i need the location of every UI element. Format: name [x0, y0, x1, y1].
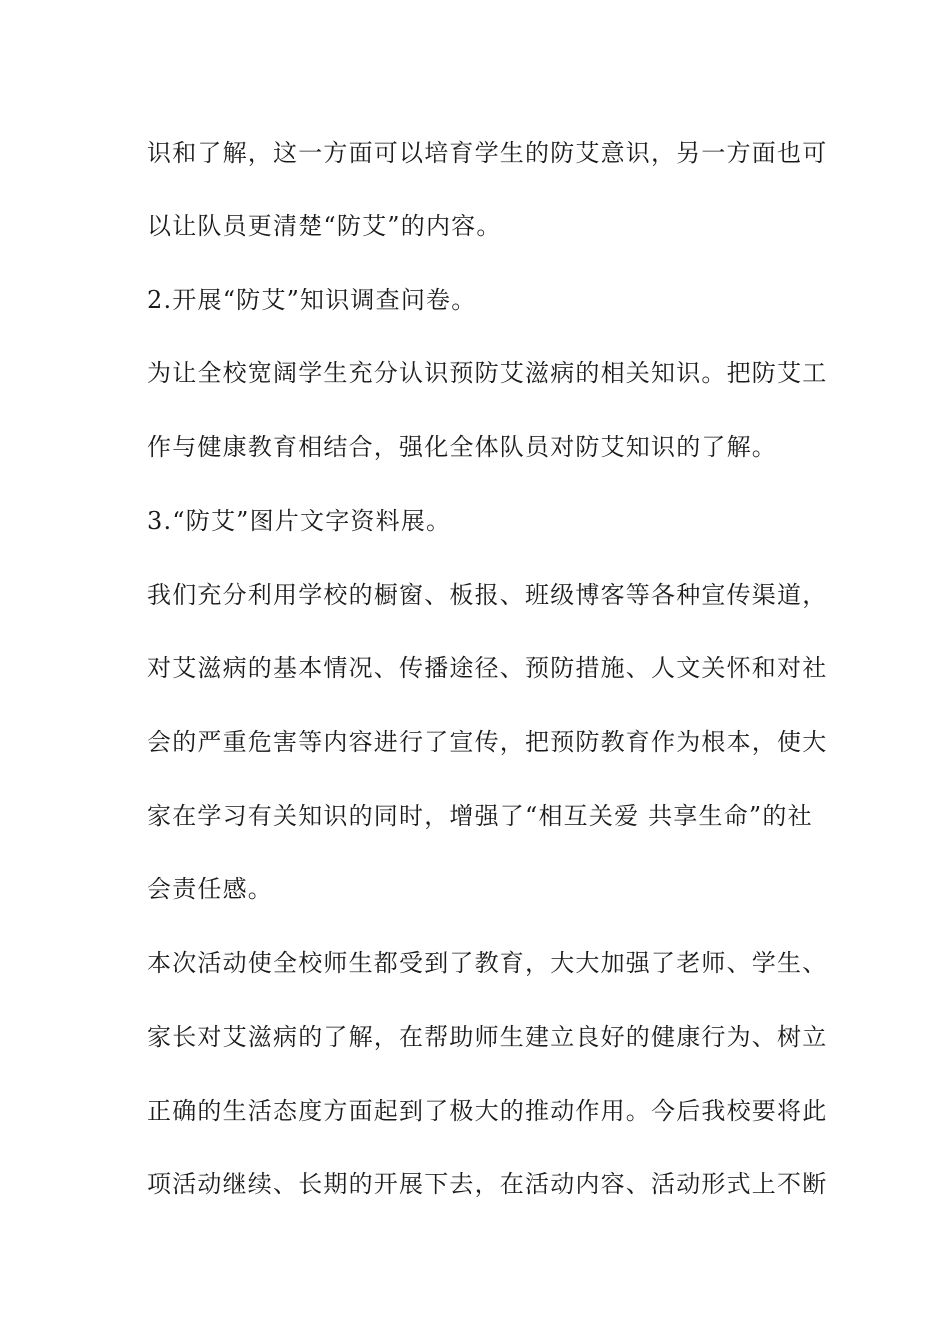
text-line: 为让全校宽阔学生充分认识预防艾滋病的相关知识。把防艾工: [147, 359, 828, 387]
text-line: 项活动继续、长期的开展下去，在活动内容、活动形式上不断: [147, 1170, 828, 1198]
text-line: 对艾滋病的基本情况、传播途径、预防措施、人文关怀和对社: [147, 654, 828, 682]
section-heading: 3.“防艾”图片文字资料展。: [147, 507, 452, 535]
text-line: 家长对艾滋病的了解，在帮助师生建立良好的健康行为、树立: [147, 1023, 828, 1051]
text-line: 识和了解，这一方面可以培育学生的防艾意识，另一方面也可: [147, 139, 828, 167]
section-heading: 2.开展“防艾”知识调查问卷。: [147, 286, 477, 314]
text-line: 会责任感。: [147, 875, 273, 903]
text-line: 会的严重危害等内容进行了宣传，把预防教育作为根本，使大: [147, 728, 828, 756]
text-line: 以让队员更清楚“防艾”的内容。: [147, 212, 502, 240]
text-line: 家在学习有关知识的同时，增强了“相互关爱 共享生命”的社: [147, 802, 813, 830]
text-line: 本次活动使全校师生都受到了教育，大大加强了老师、学生、: [147, 949, 828, 977]
text-line: 正确的生活态度方面起到了极大的推动作用。今后我校要将此: [147, 1097, 828, 1125]
text-line: 我们充分利用学校的橱窗、板报、班级博客等各种宣传渠道，: [147, 581, 828, 609]
text-line: 作与健康教育相结合，强化全体队员对防艾知识的了解。: [147, 433, 777, 461]
